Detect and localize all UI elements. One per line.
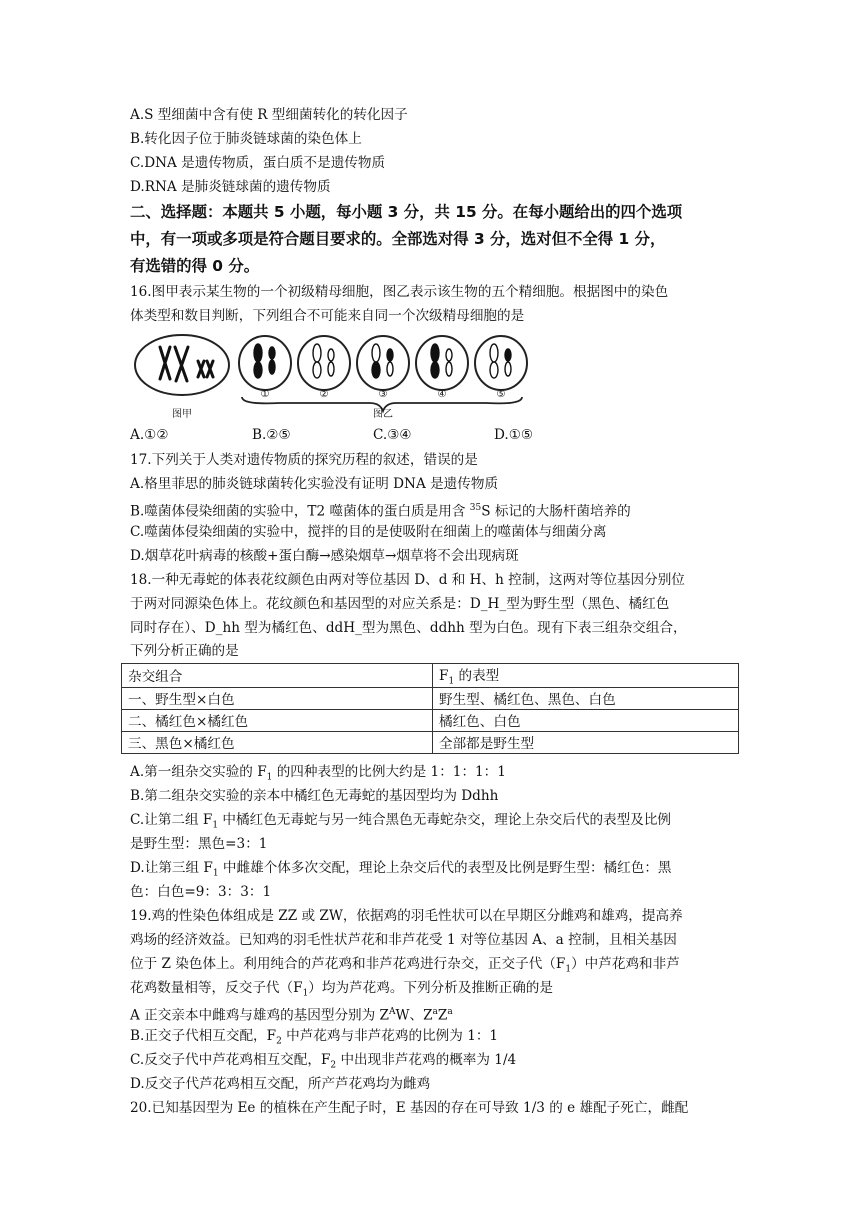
figure-jia-chromosomes <box>160 347 213 381</box>
table-cell: 橘红色、白色 <box>433 709 739 731</box>
q18-stem-line1: 18.一种无毒蛇的体表花纹颜色由两对等位基因 D、d 和 H、h 控制，这两对等位基因分别位 <box>130 572 685 588</box>
cell-number-5: ⑤ <box>496 389 506 400</box>
chromosome-figure <box>130 333 534 423</box>
q18-stem-line2: 于两对同源染色体上。花纹颜色和基因型的对应关系是：D_H_型为野生型（黑色、橘红色 <box>130 596 670 612</box>
table-cell: 全部都是野生型 <box>433 731 739 753</box>
q19-option-a: A 正交亲本中雌鸡与雄鸡的基因型分别为 $Z^AW$、$Z^aZ^a$ <box>130 1007 453 1024</box>
q19-option-b: B.正交子代相互交配，$F_2$ 中芦花鸡与非芦花鸡的比例为 1：1 <box>130 1028 499 1047</box>
q17-option-a: A.格里菲思的肺炎链球菌转化实验没有证明 DNA 是遗传物质 <box>130 476 499 492</box>
q16-option-d: D.①⑤ <box>494 427 534 443</box>
figure-yi-cells <box>239 336 527 390</box>
q17-stem: 17.下列关于人类对遗传物质的探究历程的叙述，错误的是 <box>130 452 478 468</box>
table-header-row <box>122 664 739 688</box>
table-cell: 一、野生型×白色 <box>122 687 433 709</box>
q18-option-d-line1: D.让第三组 $F_1$ 中雌雄个体多次交配，理论上杂交后代的表型及比例是野生型：橘红色：黑 <box>130 860 672 879</box>
cell-number-4: ④ <box>437 389 447 400</box>
cell-number-1: ① <box>260 389 270 400</box>
q19-stem-line4: 花鸡数量相等，反交子代$(F_1)$均为芦花鸡。下列分析及推断正确的是 <box>130 980 553 999</box>
figure-yi-chromosomes <box>254 344 511 378</box>
q18-option-b: B.第二组杂交实验的亲本中橘红色无毒蛇的基因型均为 Ddhh <box>130 788 499 804</box>
table-row <box>122 687 739 709</box>
q18-stem-line3: 同时存在）、D_hh 型为橘红色、ddH_型为黑色、ddhh 型为白色。现有下表三组杂交组合， <box>130 620 687 636</box>
q19-option-d: D.反交子代芦花鸡相互交配，所产芦花鸡均为雌鸡 <box>130 1076 431 1092</box>
section-heading-line1: 二、选择题：本题共 5 小题，每小题 3 分，共 15 分。在每小题给出的四个选项 <box>130 203 683 221</box>
section-heading-line2: 中，有一项或多项是符合题目要求的。全部选对得 3 分，选对但不全得 1 分， <box>130 230 666 248</box>
q16-stem-line2: 体类型和数目判断，下列组合不可能来自同一个次级精母细胞的是 <box>130 308 525 324</box>
q16-option-c: C.③④ <box>373 427 412 443</box>
table-row <box>122 731 739 753</box>
q19-stem-line2: 鸡场的经济效益。已知鸡的羽毛性状芦花和非芦花受 1 对等位基因 A、a 控制，且相关基因 <box>130 932 677 948</box>
figure-label-yi: 图乙 <box>373 409 393 420</box>
q19-stem-line3: 位于 Z 染色体上。利用纯合的芦花鸡和非芦花鸡进行杂交，正交子代$(F_1)$中芦花鸡和非芦 <box>130 956 680 975</box>
q17-option-d: D.烟草花叶病毒的核酸+蛋白酶→感染烟草→烟草将不会出现病斑 <box>130 548 519 564</box>
q15-option-b: B.转化因子位于肺炎链球菌的染色体上 <box>130 131 362 147</box>
table-cell: 二、橘红色×橘红色 <box>122 709 433 731</box>
q15-option-c: C.DNA 是遗传物质，蛋白质不是遗传物质 <box>130 155 386 171</box>
figure-label-jia: 图甲 <box>172 409 192 420</box>
q16-option-a: A.①② <box>130 427 169 443</box>
table-cell: 三、黑色×橘红色 <box>122 731 433 753</box>
q20-stem-line1: 20.已知基因型为 Ee 的植株在产生配子时，E 基因的存在可导致 1/3 的 e 雄配子死亡，雌配 <box>130 1100 689 1116</box>
q16-stem-line1: 16.图甲表示某生物的一个初级精母细胞，图乙表示该生物的五个精细胞。根据图中的染色 <box>130 284 669 300</box>
q17-option-c: C.噬菌体侵染细菌的实验中，搅拌的目的是使吸附在细菌上的噬菌体与细菌分离 <box>130 524 607 540</box>
table-header-cross: 杂交组合 <box>122 664 433 688</box>
q18-option-c-line2: 是野生型：黑色=3：1 <box>130 836 268 852</box>
cell-number-2: ② <box>319 389 329 400</box>
cell-number-3: ③ <box>378 389 388 400</box>
q18-option-a: A.第一组杂交实验的 $F_1$ 的四种表型的比例大约是 1：1：1：1 <box>130 764 506 783</box>
q15-option-a: A.S 型细菌中含有使 R 型细菌转化的转化因子 <box>130 107 408 123</box>
table-row <box>122 709 739 731</box>
table-cell: 野生型、橘红色、黑色、白色 <box>433 687 739 709</box>
q18-stem-line4: 下列分析正确的是 <box>130 643 239 659</box>
section-heading-line3: 有选错的得 0 分。 <box>130 257 260 275</box>
q18-option-c-line1: C.让第二组 $F_1$ 中橘红色无毒蛇与另一纯合黑色无毒蛇杂交，理论上杂交后代的表型及比例 <box>130 812 672 831</box>
q18-option-d-line2: 色：白色=9：3：3：1 <box>130 884 272 900</box>
q19-stem-line1: 19.鸡的性染色体组成是 ZZ 或 ZW，依据鸡的羽毛性状可以在早期区分雌鸡和雄鸡，提高养 <box>130 908 683 924</box>
q17-option-b: B.噬菌体侵染细菌的实验中，T2 噬菌体的蛋白质是用含 $^{35}$S 标记的大肠杆菌培养的 <box>130 503 631 520</box>
q19-option-c: C.反交子代中芦花鸡相互交配，$F_2$ 中出现非芦花鸡的概率为 1/4 <box>130 1052 517 1071</box>
q16-option-b: B.②⑤ <box>252 427 291 443</box>
cross-table <box>121 663 739 754</box>
q15-option-d: D.RNA 是肺炎链球菌的遗传物质 <box>130 179 331 195</box>
table-header-phenotype: $F_1$ 的表型 <box>433 664 739 688</box>
